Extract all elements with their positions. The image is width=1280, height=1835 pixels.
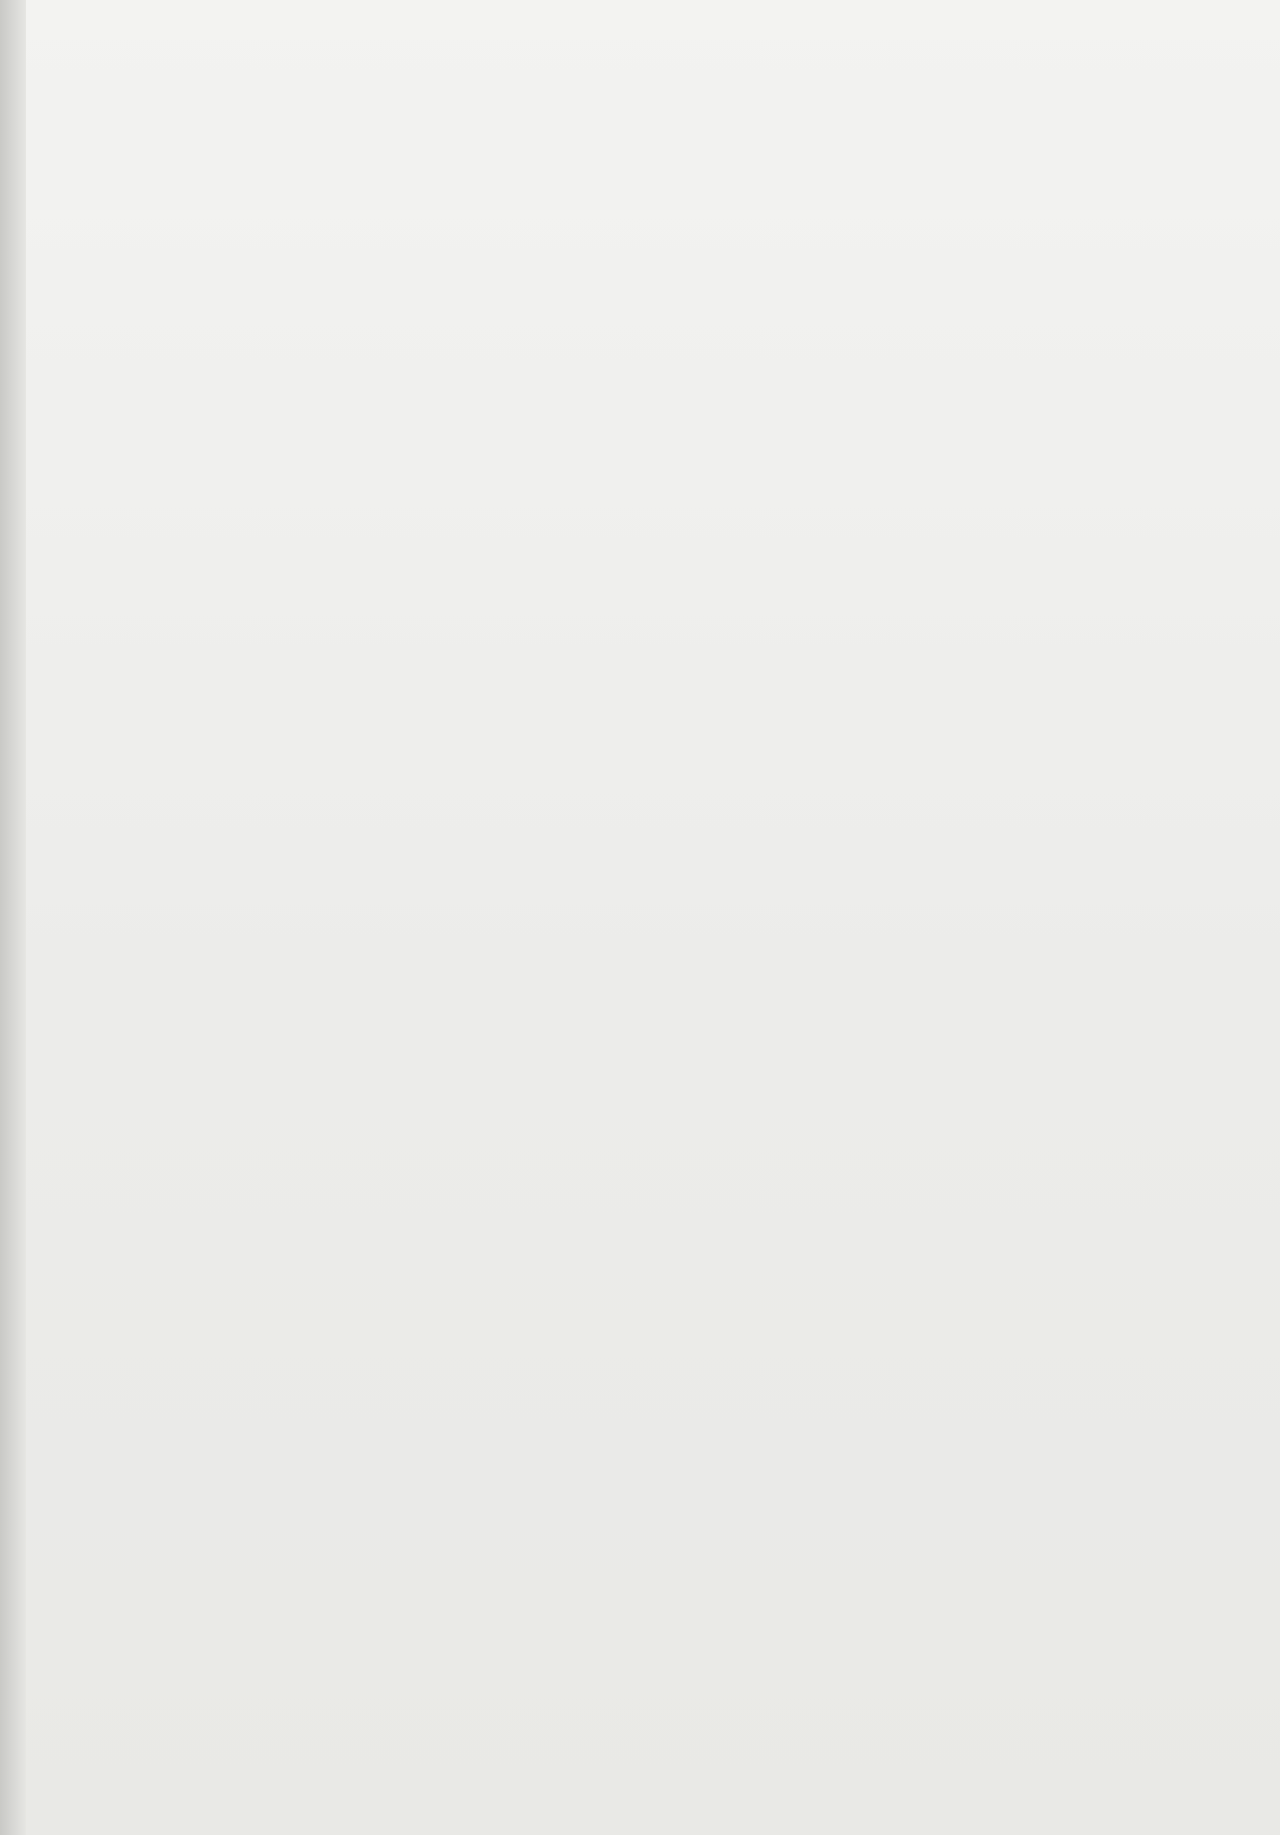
scan-edge-shadow xyxy=(0,0,26,1835)
